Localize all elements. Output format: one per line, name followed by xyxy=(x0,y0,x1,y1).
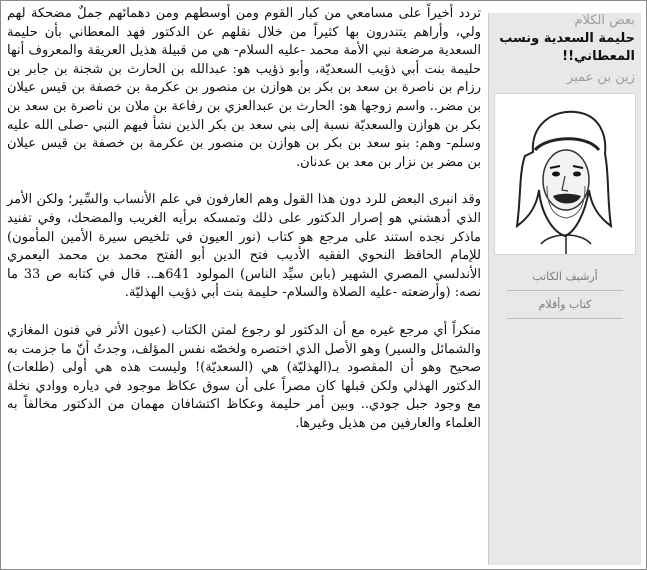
author-name[interactable]: زين بن عمير xyxy=(567,70,635,85)
author-portrait-image xyxy=(495,94,635,254)
article-paragraph-3: منكراً أي مرجع غيره مع أن الدكتور لو رجوع لمتن الكتاب (عيون الأثر في فنون المغازي والشمائل والسير) وهو الأصل الذي اختصره ولخصّه نفس المؤلف، وجدتُ أنّ ما جزمت به صحيح وهو أن المقصود بـ(الهذليّة) هي (السعديّة)! وليست هذه هي أولى (طلعات) الدكتور الهذلي ولكن قبلها كان مصراً على أن سوق عكاظ موجود في دياره ووادي نخلة مع وجود جبل جودي.. وبين أمر حليمة وعكاظ اكتشافان مهمان من الدكتور مخالفاً به العلماء والعارفين من هذيل وغيرها. xyxy=(7,322,481,431)
sidebar xyxy=(488,13,641,565)
writers-link[interactable]: كتاب وأقلام xyxy=(507,291,623,319)
article-title: حليمة السعدية ونسب المعطاني!! xyxy=(499,31,635,64)
article-body xyxy=(7,5,481,565)
article-paragraph-1: تردد أخيراً على مسامعي من كبار القوم ومن أوسطهم ومن دهمائهم جملٌ مضحكة لهم ولي، وأراهم يتندرون بها كثيراً من خلال نقلهم عن الدكتور فهد المعطاني بأن حليمة السعدية مرضعة نبي الأمة محمد -عليه السلام- هي من قبيلة هذيل العريقة والمعروف أنها حليمة بنت أبي ذؤيب السعديّة، وأبو ذؤيب هو: عبدالله بن الحارث بن شجنة بن جابر بن رزام بن ناصرة بن سعد بن بكر بن هوازن بن منصور بن عكرمة بن خصفة بن قيس عيلان بن مضر.. واسم زوجها هو: الحارث بن عبدالعزي بن رفاعة بن ملان بن ناصرة بن سعد بن بكر بن هوازن والسعديّة نسبة إلى بني سعد بن بكر الذين نشأ فيهم النبي -صلى الله عليه وسلم- وهم: بنو سعد بن بكر بن هوازن بن منصور بن عكرمة بن خصفة بن قيس عيلان بن مضر بن نزار بن معد بن عدنان. xyxy=(7,6,481,170)
author-photo xyxy=(494,93,636,255)
section-label: بعض الكلام xyxy=(574,13,635,28)
sidebar-links xyxy=(489,263,641,319)
author-archive-link[interactable]: أرشيف الكاتب xyxy=(507,263,623,291)
article-paragraph-2: وقد انبرى البعض للرد دون هذا القول وهم العارفون في علم الأنساب والسِّير؛ ولكن الأمر الذي أدهشني هو إصرار الدكتور على ذلك وتمسكه برأيه الغريب والمضحك، وفي تفنيد ماذكر نجده استند على مرجع هو كتاب (نور العيون في تلخيص سيرة الأمين المأمون) للإمام الحافظ النحوي الفقيه الأديب فتح الدين أبو الفتح محمد بن محمد اليعمري الأندلسي المصري الشهير (بابن سيِّد الناس) المولود 641هـ.. قال في كتابه ص 33 ما نصه: (وأرضعته -عليه الصلاة والسلام- حليمة بنت أبي ذؤيب الهذليّة. xyxy=(7,192,481,301)
